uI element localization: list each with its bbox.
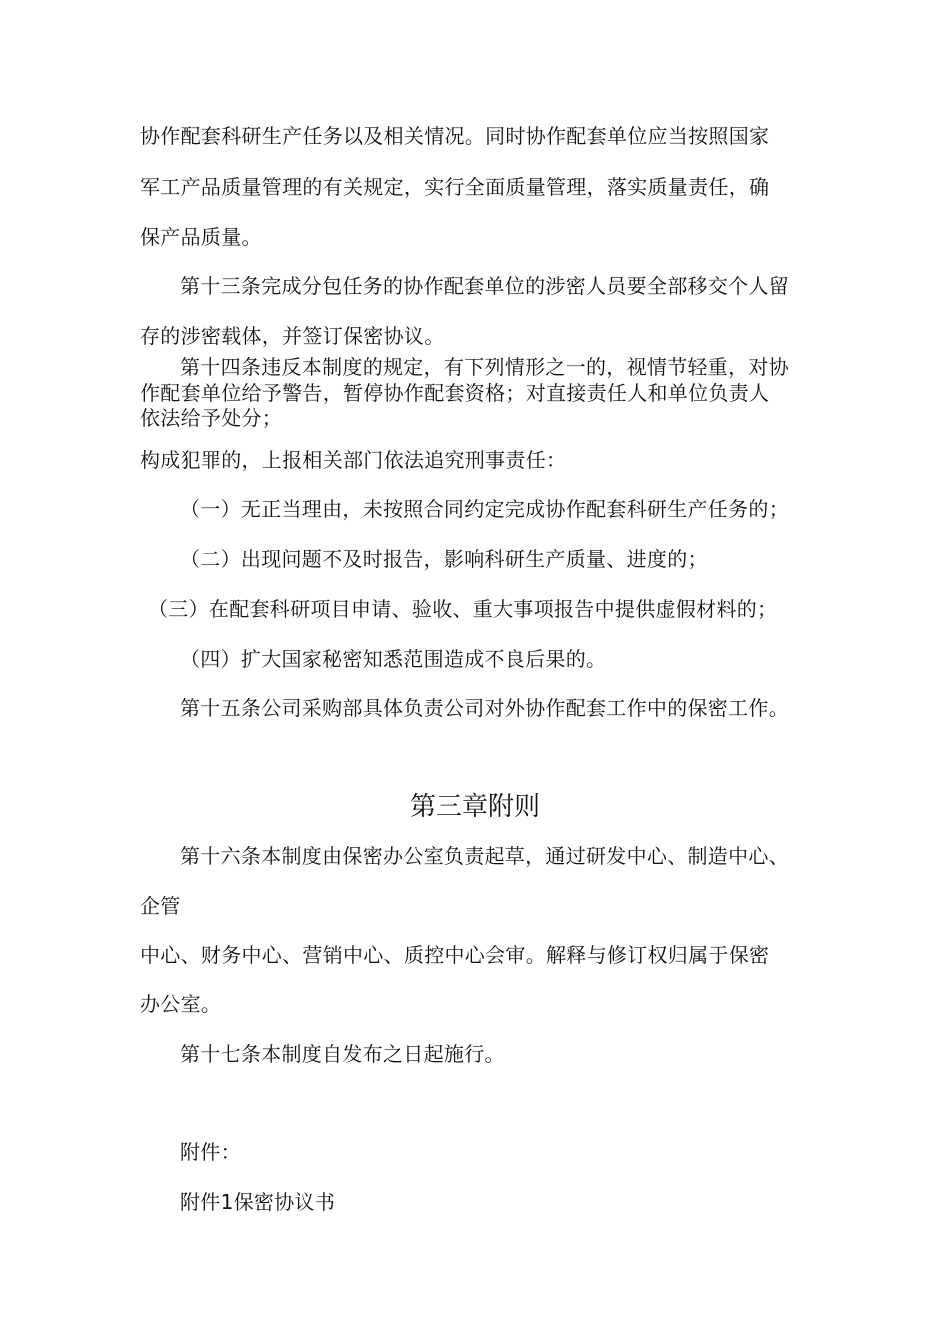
paragraph-line: 企管 [140, 894, 181, 918]
paragraph-line: 办公室。 [140, 992, 222, 1016]
list-item: （一）无正当理由，未按照合同约定完成协作配套科研生产任务的； [180, 497, 789, 521]
paragraph-line: 构成犯罪的，上报相关部门依法追究刑事责任： [140, 448, 567, 472]
list-item: （四）扩大国家秘密知悉范围造成不良后果的。 [180, 647, 607, 671]
article-13-line: 第十三条完成分包任务的协作配套单位的涉密人员要全部移交个人留 [180, 274, 789, 298]
attachment-label: 附件： [180, 1140, 241, 1164]
paragraph-line: 军工产品质量管理的有关规定，实行全面质量管理，落实质量责任，确 [140, 175, 770, 199]
paragraph-line: 保产品质量。 [140, 225, 262, 249]
article-15-line: 第十五条公司采购部具体负责公司对外协作配套工作中的保密工作。 [180, 696, 789, 720]
paragraph-line: 存的涉密载体，并签订保密协议。 [140, 324, 445, 348]
paragraph-line: 作配套单位给予警告，暂停协作配套资格；对直接责任人和单位负责人 [140, 381, 770, 405]
list-item: （二）出现问题不及时报告，影响科研生产质量、进度的； [180, 547, 708, 571]
paragraph-line: 中心、财务中心、营销中心、质控中心会审。解释与修订权归属于保密 [140, 943, 770, 967]
attachment-item: 附件1保密协议书 [180, 1190, 336, 1214]
chapter-heading: 第三章附则 [409, 792, 540, 822]
article-14-line: 第十四条违反本制度的规定，有下列情形之一的，视情节轻重，对协 [180, 355, 789, 379]
paragraph-line: 协作配套科研生产任务以及相关情况。同时协作配套单位应当按照国家 [140, 124, 770, 148]
list-item: （三）在配套科研项目申请、验收、重大事项报告中提供虚假材料的； [148, 597, 778, 621]
article-16-line: 第十六条本制度由保密办公室负责起草，通过研发中心、制造中心、 [180, 844, 789, 868]
paragraph-line: 依法给予处分； [140, 406, 283, 430]
article-17-line: 第十七条本制度自发布之日起施行。 [180, 1042, 505, 1066]
